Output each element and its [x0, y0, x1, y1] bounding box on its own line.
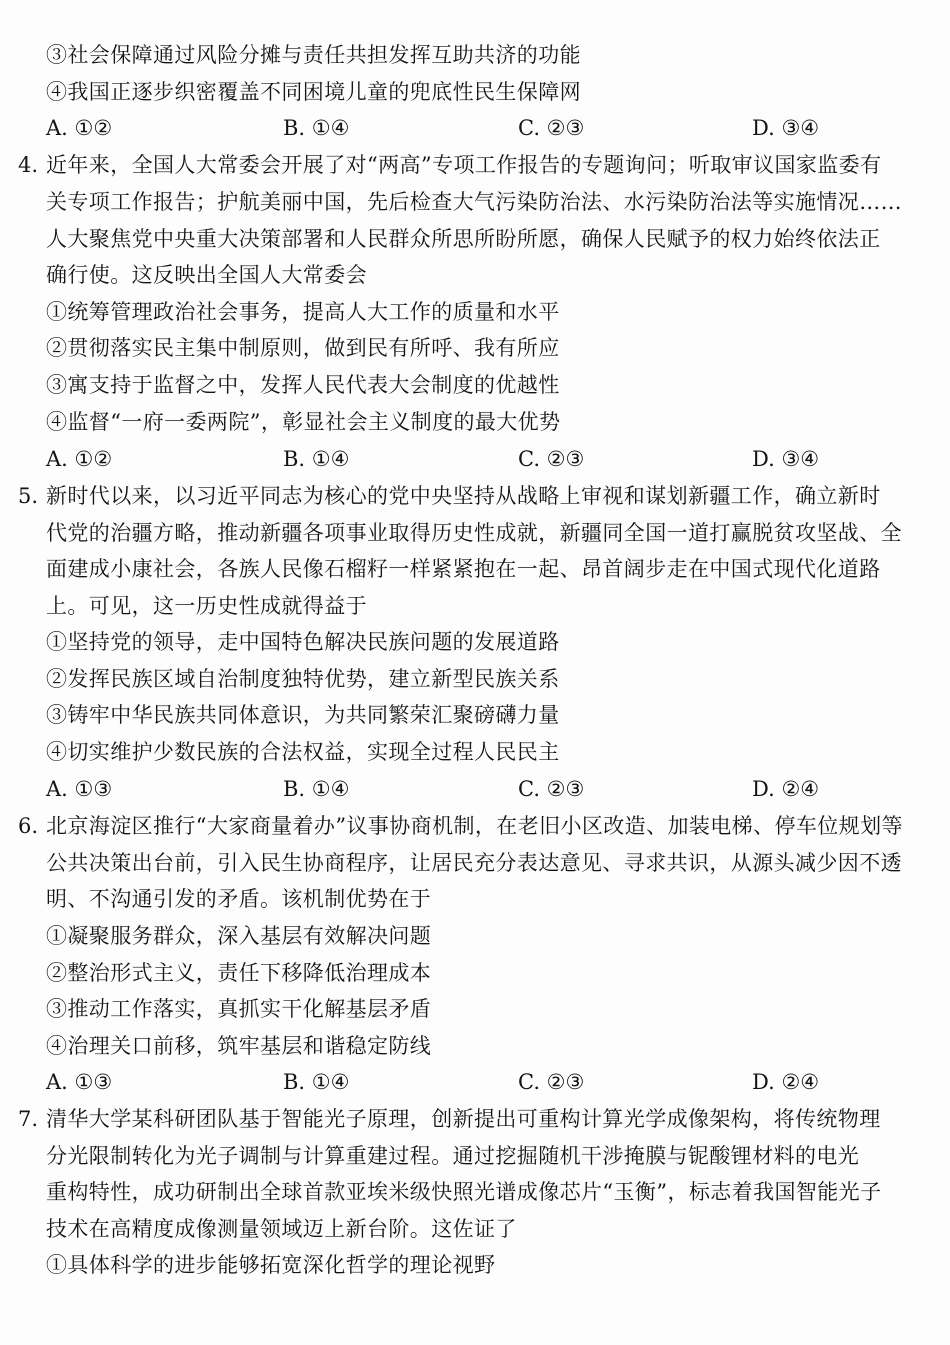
q3-option-c[interactable]: C. ②③	[518, 116, 585, 140]
q5-item-3: ③铸牢中华民族共同体意识，为共同繁荣汇聚磅礴力量	[46, 703, 560, 727]
q6-item-4: ④治理关口前移，筑牢基层和谐稳定防线	[46, 1034, 432, 1058]
q4-item-2: ②贯彻落实民主集中制原则，做到民有所呼、我有所应	[46, 336, 560, 360]
q6-option-c[interactable]: C. ②③	[518, 1070, 585, 1094]
q6-item-1: ①凝聚服务群众，深入基层有效解决问题	[46, 924, 432, 948]
q6-stem-line-1: 北京海淀区推行“大家商量着办”议事协商机制，在老旧小区改造、加装电梯、停车位规划等	[46, 814, 903, 838]
q4-number: 4.	[18, 153, 39, 177]
q5-option-b[interactable]: B. ①④	[283, 777, 350, 801]
q4-item-4: ④监督“一府一委两院”，彰显社会主义制度的最大优势	[46, 410, 561, 434]
q5-item-4: ④切实维护少数民族的合法权益，实现全过程人民民主	[46, 740, 560, 764]
q3-item-4: ④我国正逐步织密覆盖不同困境儿童的兜底性民生保障网	[46, 80, 581, 104]
q5-stem-line-3: 面建成小康社会，各族人民像石榴籽一样紧紧抱在一起、昂首阔步走在中国式现代化道路	[46, 557, 881, 581]
q5-stem-line-2: 代党的治疆方略，推动新疆各项事业取得历史性成就，新疆同全国一道打赢脱贫攻坚战、全	[46, 521, 902, 545]
q6-option-d[interactable]: D. ②④	[752, 1070, 820, 1094]
q7-stem-line-2: 分光限制转化为光子调制与计算重建过程。通过挖掘随机干涉掩膜与铌酸锂材料的电光	[46, 1144, 860, 1168]
q6-number: 6.	[18, 814, 39, 838]
q5-option-c[interactable]: C. ②③	[518, 777, 585, 801]
q6-option-a[interactable]: A. ①③	[46, 1070, 113, 1094]
q5-item-1: ①坚持党的领导，走中国特色解决民族问题的发展道路	[46, 630, 560, 654]
q4-option-a[interactable]: A. ①②	[46, 447, 113, 471]
q3-item-3: ③社会保障通过风险分摊与责任共担发挥互助共济的功能	[46, 43, 581, 67]
q5-option-a[interactable]: A. ①③	[46, 777, 113, 801]
q6-option-b[interactable]: B. ①④	[283, 1070, 350, 1094]
q7-stem-line-4: 技术在高精度成像测量领域迈上新台阶。这佐证了	[46, 1217, 517, 1241]
q3-option-b[interactable]: B. ①④	[283, 116, 350, 140]
q4-stem-line-1: 近年来，全国人大常委会开展了对“两高”专项工作报告的专题询问；听取审议国家监委有	[46, 153, 882, 177]
q7-stem-line-1: 清华大学某科研团队基于智能光子原理，创新提出可重构计算光学成像架构，将传统物理	[46, 1107, 881, 1131]
q6-stem-line-3: 明、不沟通引发的矛盾。该机制优势在于	[46, 887, 432, 911]
q3-option-a[interactable]: A. ①②	[46, 116, 113, 140]
q6-item-3: ③推动工作落实，真抓实干化解基层矛盾	[46, 997, 432, 1021]
q6-item-2: ②整治形式主义，责任下移降低治理成本	[46, 961, 432, 985]
q4-stem-line-2: 关专项工作报告；护航美丽中国，先后检查大气污染防治法、水污染防治法等实施情况……	[46, 190, 902, 214]
q3-option-d[interactable]: D. ③④	[752, 116, 820, 140]
q7-stem-line-3: 重构特性，成功研制出全球首款亚埃米级快照光谱成像芯片“玉衡”，标志着我国智能光子	[46, 1180, 882, 1204]
q4-option-c[interactable]: C. ②③	[518, 447, 585, 471]
q4-option-b[interactable]: B. ①④	[283, 447, 350, 471]
q5-option-d[interactable]: D. ②④	[752, 777, 820, 801]
q5-stem-line-4: 上。可见，这一历史性成就得益于	[46, 594, 367, 618]
q7-item-1: ①具体科学的进步能够拓宽深化哲学的理论视野	[46, 1253, 496, 1277]
q7-number: 7.	[18, 1107, 39, 1131]
q5-number: 5.	[18, 484, 39, 508]
q4-option-d[interactable]: D. ③④	[752, 447, 820, 471]
q5-item-2: ②发挥民族区域自治制度独特优势，建立新型民族关系	[46, 667, 560, 691]
q4-item-1: ①统筹管理政治社会事务，提高人大工作的质量和水平	[46, 300, 560, 324]
q6-stem-line-2: 公共决策出台前，引入民生协商程序，让居民充分表达意见、寻求共识，从源头减少因不透	[46, 851, 902, 875]
q4-stem-line-4: 确行使。这反映出全国人大常委会	[46, 263, 367, 287]
q4-item-3: ③寓支持于监督之中，发挥人民代表大会制度的优越性	[46, 373, 560, 397]
q5-stem-line-1: 新时代以来，以习近平同志为核心的党中央坚持从战略上审视和谋划新疆工作，确立新时	[46, 484, 881, 508]
q4-stem-line-3: 人大聚焦党中央重大决策部署和人民群众所思所盼所愿，确保人民赋予的权力始终依法正	[46, 227, 881, 251]
